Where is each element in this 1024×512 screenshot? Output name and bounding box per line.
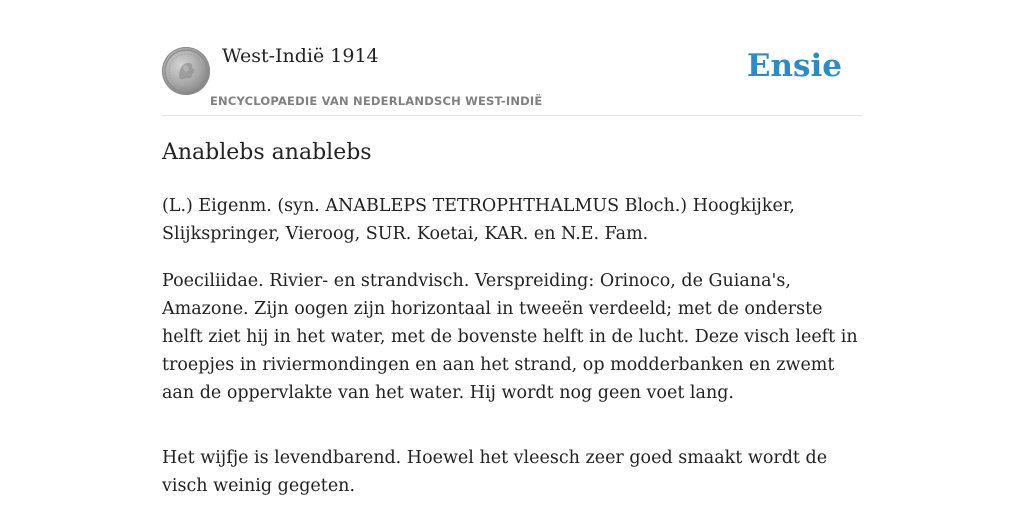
header-divider <box>162 115 862 116</box>
entry-paragraph: (L.) Eigenm. (syn. ANABLEPS TETROPHTHALMUS Bloch.) Hoogkijker, Slijkspringer, Vieroog, SUR. Koetai, KAR. en N.E. Fam. <box>162 196 795 244</box>
source-subtitle: ENCYCLOPAEDIE VAN NEDERLANDSCH WEST-INDIË <box>210 94 543 108</box>
coin-icon <box>162 47 210 95</box>
brand-logo-link[interactable]: Ensie <box>746 48 842 84</box>
entry-body <box>162 192 862 512</box>
entry-paragraph: Het wijfje is levendbarend. Hoewel het vleesch zeer goed smaakt wordt de visch weinig gegeten. <box>162 448 828 496</box>
source-title[interactable]: West-Indië 1914 <box>222 45 379 67</box>
entry-title: Anablebs anablebs <box>162 140 372 165</box>
entry-paragraph: Poeciliidae. Rivier- en strandvisch. Verspreiding: Orinoco, de Guiana's, Amazone. Zijn oogen zijn horizontaal in tweeën verdeeld; met de onderste helft ziet hij in het water, met de bovenste helft in de lucht. Deze visch leeft in troepjes in riviermondingen en aan het strand, op modderbanken en zwemt aan de oppervlakte van het water. Hij wordt nog geen voet lang. <box>162 271 858 403</box>
